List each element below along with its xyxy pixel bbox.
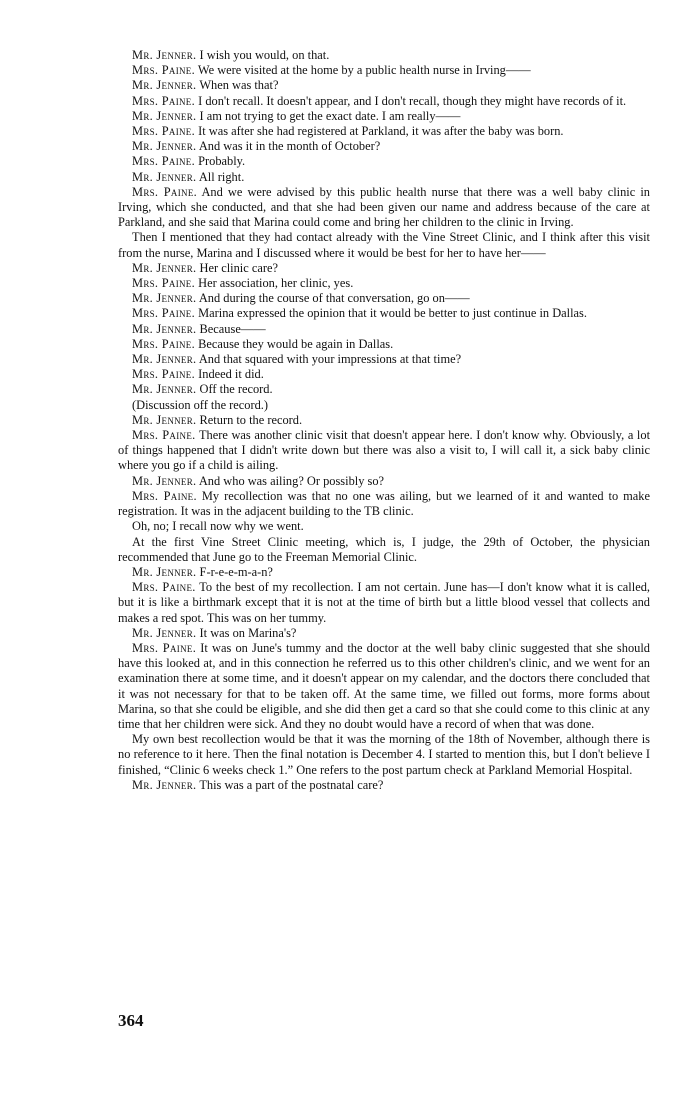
testimony-paragraph <box>118 565 650 580</box>
paragraph-text: All right. <box>198 169 245 184</box>
speaker-name: Mr. Jenner. <box>132 260 197 275</box>
speaker-name: Mr. Jenner. <box>132 321 197 336</box>
paragraph-text: Return to the record. <box>199 412 303 427</box>
testimony-paragraph <box>118 398 650 413</box>
speaker-name: Mr. Jenner. <box>132 625 197 640</box>
paragraph-text: I wish you would, on that. <box>199 48 330 62</box>
testimony-paragraph <box>118 306 650 321</box>
paragraph-text: When was that? <box>199 78 279 93</box>
testimony-paragraph <box>118 109 650 124</box>
speaker-name: Mrs. Paine. <box>132 276 196 291</box>
paragraph-text: I am not trying to get the exact date. I am really—— <box>199 108 461 123</box>
speaker-name: Mr. Jenner. <box>132 108 197 123</box>
testimony-paragraph <box>118 352 650 367</box>
paragraph-text: It was on Marina's? <box>199 625 297 640</box>
testimony-paragraph <box>118 489 650 519</box>
paragraph-text: Oh, no; I recall now why we went. <box>132 519 304 534</box>
testimony-paragraph <box>118 535 650 565</box>
speaker-name: Mr. Jenner. <box>132 777 197 792</box>
paragraph-text: And who was ailing? Or possibly so? <box>198 473 385 488</box>
paragraph-text: My recollection was that no one was ailing, but we learned of it and wanted to make registration. It was in the adjacent building to the TB clinic. <box>118 488 650 519</box>
speaker-name: Mr. Jenner. <box>132 352 197 367</box>
paragraph-text: Off the record. <box>199 382 273 397</box>
testimony-paragraph <box>118 63 650 78</box>
testimony-paragraph <box>118 230 650 260</box>
testimony-paragraph <box>118 382 650 397</box>
speaker-name: Mrs. Paine. <box>132 488 197 503</box>
testimony-paragraph <box>118 139 650 154</box>
testimony-paragraph <box>118 291 650 306</box>
speaker-name: Mrs. Paine. <box>132 63 196 78</box>
speaker-name: Mrs. Paine. <box>132 640 197 655</box>
paragraph-text: Probably. <box>198 154 246 169</box>
paragraph-text: Then I mentioned that they had contact already with the Vine Street Clinic, and I think after this visit from the nurse, Marina and I discussed where it would be best for her to have her—— <box>118 230 650 260</box>
testimony-paragraph <box>118 94 650 109</box>
paragraph-text: My own best recollection would be that it was the morning of the 18th of November, although there is no reference to it here. Then the final notation is December 4. I started to mention this, but I don't believe I finished, “Clinic 6 weeks check 1.” One refers to the post partum check at Parkland Memorial Hospital. <box>118 732 650 777</box>
paragraph-text: Marina expressed the opinion that it would be better to just continue in Dallas. <box>198 306 587 321</box>
paragraph-text: It was after she had registered at Parkland, it was after the baby was born. <box>198 124 564 139</box>
speaker-name: Mr. Jenner. <box>132 382 197 397</box>
paragraph-text: We were visited at the home by a public health nurse in Irving—— <box>197 63 531 78</box>
testimony-paragraph <box>118 124 650 139</box>
paragraph-text: Because—— <box>199 321 266 336</box>
speaker-name: Mr. Jenner. <box>132 564 197 579</box>
speaker-name: Mr. Jenner. <box>132 48 197 62</box>
speaker-name: Mr. Jenner. <box>132 291 197 306</box>
testimony-paragraph <box>118 778 650 793</box>
speaker-name: Mrs. Paine. <box>132 428 196 443</box>
paragraph-text: And was it in the month of October? <box>198 139 381 154</box>
speaker-name: Mr. Jenner. <box>132 78 197 93</box>
speaker-name: Mr. Jenner. <box>132 412 197 427</box>
paragraph-text: F-r-e-e-m-a-n? <box>199 564 273 579</box>
testimony-paragraph <box>118 185 650 231</box>
transcript-page <box>118 48 650 793</box>
testimony-paragraph <box>118 154 650 169</box>
paragraph-text: (Discussion off the record.) <box>132 397 269 412</box>
speaker-name: Mrs. Paine. <box>132 367 196 382</box>
testimony-paragraph <box>118 276 650 291</box>
testimony-paragraph <box>118 261 650 276</box>
testimony-paragraph <box>118 413 650 428</box>
paragraph-text: This was a part of the postnatal care? <box>199 777 384 792</box>
speaker-name: Mrs. Paine. <box>132 306 196 321</box>
paragraph-text: Because they would be again in Dallas. <box>198 336 394 351</box>
speaker-name: Mrs. Paine. <box>132 93 196 108</box>
page-number: 364 <box>118 1011 144 1030</box>
speaker-name: Mrs. Paine. <box>132 184 198 199</box>
paragraph-text: Her association, her clinic, yes. <box>198 276 354 291</box>
testimony-paragraph <box>118 626 650 641</box>
testimony-paragraph <box>118 322 650 337</box>
testimony-paragraph <box>118 580 650 626</box>
testimony-paragraph <box>118 474 650 489</box>
paragraph-text: It was on June's tummy and the doctor at the well baby clinic suggested that she should have this looked at, and in this connection he referred us to this other children's clinic, and we went for an examination there at some time, and it doesn't appear on my calendar, and the doctors there concluded that it was not necessary for that to be taken off. At the same time, we filled out forms, more forms about Marina, so that she could be eligible, and she did then get a card so that she could come to this clinic at any time that her children were sick. And they no doubt would have a record of when that was done. <box>118 640 650 731</box>
paragraph-text: Indeed it did. <box>198 367 264 382</box>
testimony-paragraph <box>118 519 650 534</box>
speaker-name: Mr. Jenner. <box>132 473 197 488</box>
speaker-name: Mr. Jenner. <box>132 139 197 154</box>
paragraph-text: At the first Vine Street Clinic meeting, which is, I judge, the 29th of October, the physician recommended that June go to the Freeman Memorial Clinic. <box>118 534 650 564</box>
speaker-name: Mrs. Paine. <box>132 124 196 139</box>
paragraph-text: And that squared with your impressions at that time? <box>198 352 462 367</box>
testimony-body <box>118 48 650 793</box>
paragraph-text: I don't recall. It doesn't appear, and I don't recall, though they might have records of it. <box>198 93 627 108</box>
testimony-paragraph <box>118 78 650 93</box>
speaker-name: Mrs. Paine. <box>132 580 196 595</box>
testimony-paragraph <box>118 337 650 352</box>
paragraph-text: And during the course of that conversation, go on—— <box>198 291 470 306</box>
paragraph-text: There was another clinic visit that doesn't appear here. I don't know why. Obviously, a lot of things happened that I didn't write down but there was also a visit to, I will call it, a sick baby clinic where you go if a child is ailing. <box>118 428 651 473</box>
speaker-name: Mrs. Paine. <box>132 336 196 351</box>
testimony-paragraph <box>118 48 650 63</box>
paragraph-text: And we were advised by this public health nurse that there was a well baby clinic in Irving, which she conducted, and that she had been given our name and address because of the care at Parkland, and she said that Marina could come and bring her children to the clinic in Irving. <box>118 184 650 230</box>
speaker-name: Mrs. Paine. <box>132 154 196 169</box>
testimony-paragraph <box>118 641 650 732</box>
testimony-paragraph <box>118 367 650 382</box>
paragraph-text: To the best of my recollection. I am not certain. June has—I don't know what it is called, but it is like a birthmark except that it is not at the time of birth but a little blood vessel that collects and makes a red spot. This was on her tummy. <box>118 580 650 625</box>
testimony-paragraph <box>118 428 650 474</box>
testimony-paragraph <box>118 732 650 778</box>
testimony-paragraph <box>118 170 650 185</box>
speaker-name: Mr. Jenner. <box>132 169 197 184</box>
paragraph-text: Her clinic care? <box>199 260 278 275</box>
